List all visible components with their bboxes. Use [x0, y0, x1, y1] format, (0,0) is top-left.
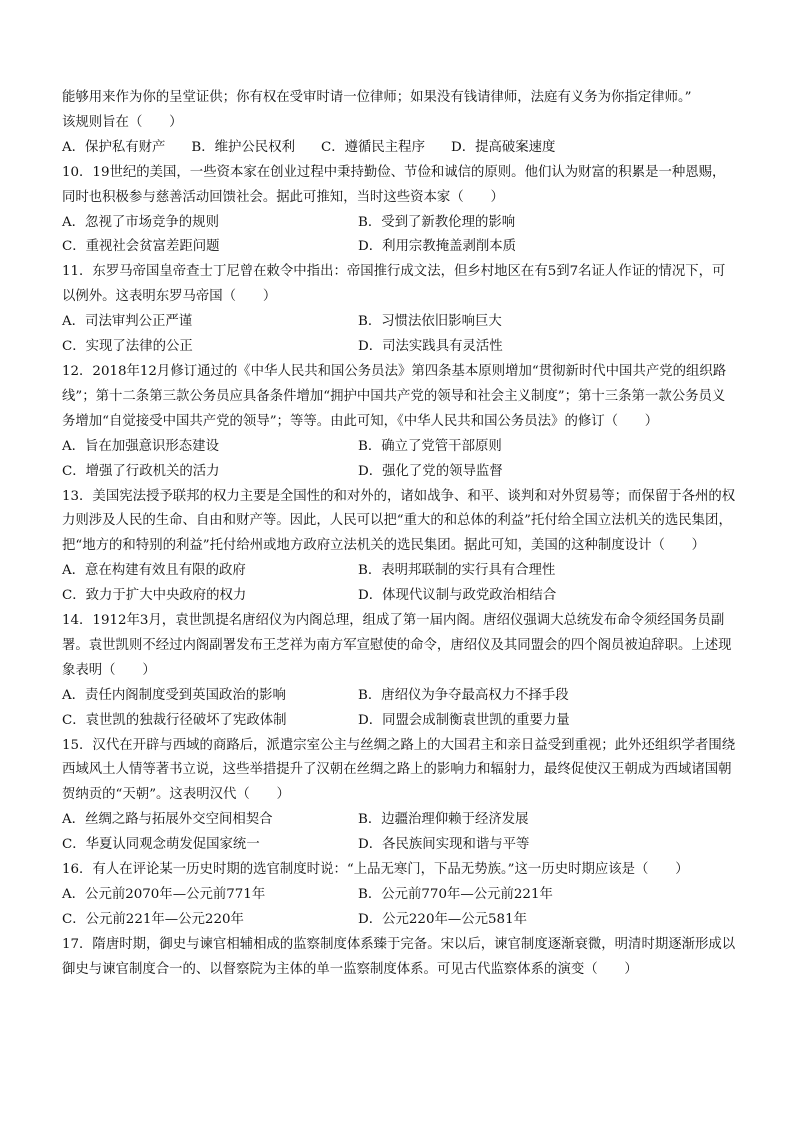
option-a: A．保护私有财产 [62, 139, 166, 155]
option-c: C．袁世凯的独裁行径破坏了宪政体制 [62, 712, 287, 728]
option-d: D．利用宗教掩盖剥削本质 [358, 239, 517, 255]
question-15 [62, 734, 738, 859]
option-c: C．增强了行政机关的活力 [62, 463, 220, 479]
option-d: D．提高破案速度 [450, 139, 556, 155]
question-options [62, 883, 738, 933]
question-11 [62, 260, 738, 360]
question-14 [62, 609, 738, 734]
question-10 [62, 161, 738, 261]
option-a: A．公元前2070年—公元前771年 [62, 887, 266, 902]
option-a: A．忽视了市场竞争的规则 [62, 214, 219, 230]
question-stem: 11．东罗马帝国皇帝查士丁尼曾在敕令中指出：帝国推行成文法，但乡村地区在有5到7名证人作证的情况下，可以例外。这表明东罗马帝国（ ） [62, 264, 726, 305]
option-b: B．维护公民权利 [191, 139, 295, 155]
question-stem: 17．隋唐时期，御史与谏官相辅相成的监察制度体系臻于完备。宋以后，谏官制度逐渐衰微，明清时期逐渐形成以御史与谏官制度合一的、以督察院为主体的单一监察制度体系。可见古代监察体系的演变（ ） [62, 936, 736, 977]
question-17 [62, 933, 738, 983]
option-c: C．实现了法律的公正 [62, 339, 193, 355]
question-13 [62, 485, 738, 610]
option-c: C．华夏认同观念萌发促国家统一 [62, 837, 260, 853]
option-b: B．唐绍仪为争夺最高权力不择手段 [358, 687, 569, 703]
option-b: B．公元前770年—公元前221年 [358, 887, 553, 902]
option-b: B．边疆治理仰赖于经济发展 [358, 812, 529, 828]
question-stem: 14．1912年3月，袁世凯提名唐绍仪为内阁总理，组成了第一届内阁。唐绍仪强调大总统发布命令须经国务员副署。袁世凯则不经过内阁副署发布王芝祥为南方军宣慰使的命令，唐绍仪及其同盟会的四个阁员被迫辞职。上述现象表明（ ） [62, 613, 732, 678]
option-d: D．强化了党的领导监督 [358, 463, 503, 479]
question-stem: 13．美国宪法授予联邦的权力主要是全国性的和对外的，诸如战争、和平、谈判和对外贸易等；而保留于各州的权力则涉及人民的生命、自由和财产等。因此，人民可以把“重大的和总体的利益”托付给全国立法机关的选民集团，把“地方的和特别的利益”托付给州或地方政府立法机关的选民集团。据此可知，美国的这种制度设计（ ） [62, 488, 736, 554]
option-d: D．各民族间实现和谐与平等 [358, 837, 530, 853]
option-d: D．公元220年—公元581年 [358, 911, 527, 927]
option-d: D．司法实践具有灵活性 [358, 339, 503, 355]
option-b: B．习惯法依旧影响巨大 [358, 314, 502, 330]
option-c: C．公元前221年—公元220年 [62, 911, 244, 927]
question-9-text-line: 能够用来作为你的呈堂证供；你有权在受审时请一位律师；如果没有钱请律师，法庭有义务为你指定律师。” [62, 90, 692, 105]
question-9-prompt: 该规则旨在（ ） [62, 114, 183, 130]
question-stem: 16．有人在评论某一历史时期的选官制度时说：“上品无寒门，下品无势族。”这一历史时期应该是（ ） [62, 862, 689, 878]
question-options [62, 684, 738, 734]
question-options [62, 559, 738, 609]
option-d: D．同盟会成制衡袁世凯的重要力量 [358, 712, 570, 728]
question-12 [62, 360, 738, 485]
question-stem: 12．2018年12月修订通过的《中华人民共和国公务员法》第四条基本原则增加“贯彻新时代中国共产党的组织路线”；第十二条第三款公务员应具备条件增加“拥护中国共产党的领导和社会主义制度”；第十三条第一款公务员义务增加“自觉接受中国共产党的领导”；等等。由此可知，《中华人民共和国公务员法》的修订（ ） [62, 363, 727, 429]
question-options [62, 435, 738, 485]
exam-page [62, 86, 738, 983]
option-c: C．遵循民主程序 [320, 139, 425, 155]
question-9-continuation [62, 86, 738, 161]
option-b: B．确立了党管干部原则 [358, 438, 502, 454]
option-b: B．受到了新教伦理的影响 [358, 214, 516, 230]
question-stem: 10．19世纪的美国，一些资本家在创业过程中秉持勤俭、节俭和诚信的原则。他们认为财富的积累是一种恩赐，同时也积极参与慈善活动回馈社会。据此可推知，当时这些资本家（ ） [62, 164, 726, 205]
question-9-options [62, 136, 738, 161]
option-a: A．旨在加强意识形态建设 [62, 438, 219, 454]
option-a: A．司法审判公正严谨 [62, 314, 193, 330]
option-c: C．致力于扩大中央政府的权力 [62, 588, 247, 604]
option-a: A．丝绸之路与拓展外交空间相契合 [62, 812, 273, 828]
question-16 [62, 858, 738, 933]
option-a: A．意在构建有效且有限的政府 [62, 563, 246, 579]
option-d: D．体现代议制与政党政治相结合 [358, 588, 557, 604]
question-stem: 15．汉代在开辟与西域的商路后，派遣宗室公主与丝绸之路上的大国君主和亲日益受到重视；此外还组织学者围绕西域风土人情等著书立说，这些举措提升了汉朝在丝绸之路上的影响力和辐射力，最终促使汉王朝成为西域诸国朝贺纳贡的“天朝”。这表明汉代（ ） [62, 737, 736, 803]
option-a: A．责任内阁制度受到英国政治的影响 [62, 687, 286, 703]
question-options [62, 211, 738, 261]
option-c: C．重视社会贫富差距问题 [62, 239, 220, 255]
question-options [62, 310, 738, 360]
question-options [62, 808, 738, 858]
option-b: B．表明邦联制的实行具有合理性 [358, 563, 556, 579]
